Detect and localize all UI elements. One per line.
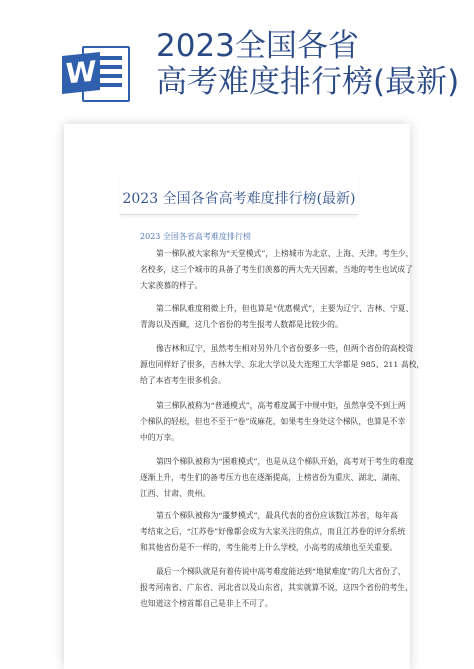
cover-title-line-2: 高考难度排行榜(最新) — [156, 64, 460, 100]
document-header — [120, 174, 358, 215]
cover-title-line-1: 2023全国各省 — [156, 28, 359, 64]
document-title: 2023 全国各省高考难度排行榜(最新) — [122, 191, 356, 207]
document-page — [64, 124, 425, 669]
paragraph-3: 像吉林和辽宁，虽然考生相对另外几个省份要多一些，但两个省份的高校资 源也同样好了很多，吉林大学、东北大学以及大连理工大学都是 985、211 高校， 给了本省考生很多机会。 — [140, 344, 425, 385]
paragraph-6: 第五个梯队被称为“噩梦模式”，最具代表的省份应该数江苏省，每年高 考结束之后，“江苏卷”好像都会成为大家关注的焦点，而且江苏卷的评分系统 和其他省份是不一样的，考生能考上什么学校，小高考的成绩也至关重要。 — [140, 511, 406, 552]
document-subheading: 2023 全国各省高考难度排行榜 — [140, 232, 251, 241]
word-logo — [58, 40, 128, 102]
paragraph-1: 第一梯队被大家称为“天堂模式”，上榜城市为北京、上海、天津。考生少， 名校多，这三个城市的具备了考生们羡慕的两大先天因素，当地的考生也试成了 大家羡慕的样子。 — [140, 249, 414, 290]
paragraph-2: 第二梯队难度稍微上升，但也算是“优惠模式”，主要为辽宁、吉林、宁夏、 青海以及西藏，这几个省份的考生报考人数都是比较少的。 — [140, 304, 414, 329]
paragraph-4: 第三梯队被称为“普通模式”，高考难度属于中规中矩，虽然享受不到上两 个梯队的轻松，但也不至于“卷”成麻花，如果考生身处这个梯队，也算是不幸 中的万幸。 — [140, 401, 406, 442]
paragraph-7: 最后一个梯队就是有着传说中高考难度能达到“地狱难度”的几大省份了， 报考河南省、广东省、河北省以及山东省，其实就算不说，这四个省份的考生， 也知道这个榜首都自己是非上不可了。 — [140, 567, 413, 608]
word-letter-icon: W — [62, 52, 100, 94]
paragraph-5: 第四个梯队被称为“困难模式”，也是从这个梯队开始，高考对于考生的难度 逐渐上升，考生们的备考压力也在逐渐提高，上榜省份为重庆、湖北、湖南、 江西、甘肃、贵州。 — [140, 457, 414, 498]
cover-title — [156, 28, 466, 100]
